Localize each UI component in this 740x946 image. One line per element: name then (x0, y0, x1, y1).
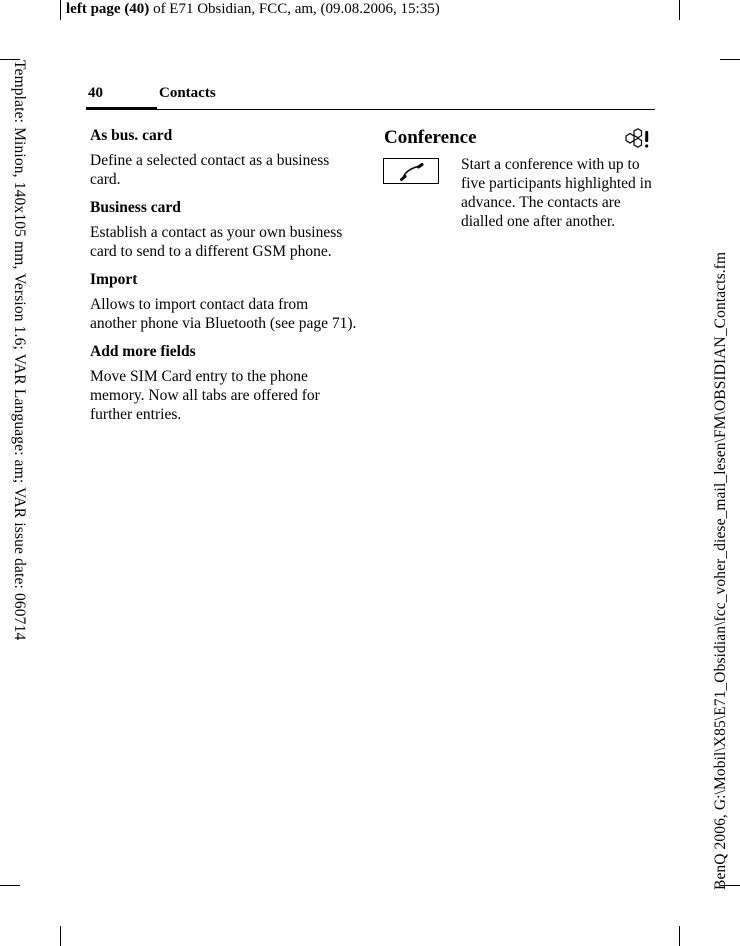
entry-business-card (90, 198, 358, 261)
crop-mark (679, 926, 680, 946)
crop-mark (720, 59, 740, 60)
entry-body: Define a selected contact as a business card. (90, 152, 330, 188)
file-path-text: BenQ 2006, G:\Mobil\X85\E71_Obsidian\fcc_voher_diese_mail_lesen\FM\OBSIDIAN_Contacts.fm (712, 251, 729, 890)
section-title-conference: Conference (384, 127, 477, 148)
template-info-margin (9, 60, 29, 680)
running-title: Contacts (159, 85, 216, 101)
entry-import (90, 270, 358, 333)
entry-heading: Import (90, 271, 138, 288)
entry-as-bus-card (90, 126, 358, 189)
left-column (90, 126, 358, 433)
template-info-text: Template: Minion, 140x105 mm, Version 1.6; VAR Language: am; VAR issue date: 060714 (11, 60, 28, 641)
entry-body: Move SIM Card entry to the phone memory. Now all tabs are offered for further entries. (90, 368, 320, 423)
entry-heading: As bus. card (90, 127, 173, 144)
entry-add-more-fields (90, 342, 358, 424)
entry-body: Allows to import contact data from another phone via Bluetooth (see page 71). (90, 296, 357, 332)
header-rule-thick (86, 107, 157, 110)
print-header-info: of E71 Obsidian, FCC, am, (09.08.2006, 15:35) (149, 1, 440, 17)
crop-mark (60, 926, 61, 946)
call-key-icon (383, 158, 439, 184)
crop-mark (0, 885, 20, 886)
file-path-margin (711, 200, 731, 890)
entry-body: Establish a contact as your own business card to send to a different GSM phone. (90, 224, 343, 260)
conference-description: Start a conference with up to five participants highlighted in advance. The contacts are dialled one after another. (461, 156, 652, 230)
network-dependent-icon (622, 128, 652, 150)
crop-mark (679, 0, 680, 20)
entry-heading: Add more fields (90, 343, 196, 360)
print-header-page: left page (40) (66, 1, 150, 17)
crop-mark (60, 0, 61, 20)
header-rule (157, 109, 655, 110)
page-number: 40 (88, 85, 103, 101)
print-header (66, 0, 440, 18)
entry-heading: Business card (90, 199, 181, 216)
